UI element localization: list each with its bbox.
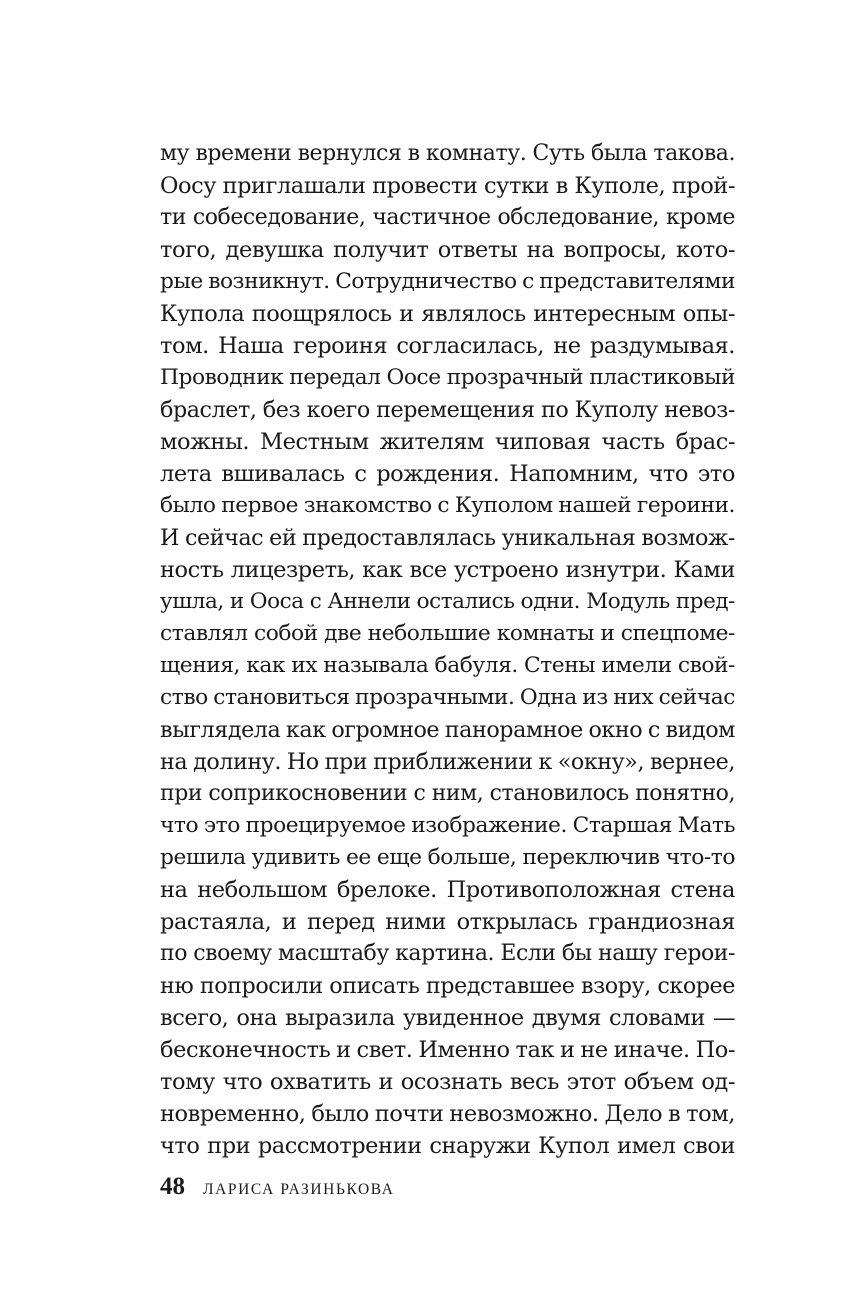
text-line: ти собеседование, частичное обследование, кроме (160, 205, 735, 230)
text-line: ушла, и Ооса с Аннели остались одни. Модуль пред- (160, 589, 735, 614)
text-line: на долину. Но при приближении к «окну», вернее, (160, 749, 735, 775)
text-line: того, девушка получит ответы на вопросы, кото- (160, 237, 735, 263)
text-line: рые возникнут. Сотрудничество с представителями (160, 269, 735, 294)
text-line: выглядела как огромное панорамное окно с видом (160, 717, 735, 743)
text-line: ство становиться прозрачными. Одна из них сейчас (160, 685, 735, 710)
text-line: браслет, без коего перемещения по Куполу невоз- (160, 397, 735, 423)
text-line: решила удивить ее еще больше, переключив что-то (160, 845, 735, 870)
text-line: ность лицезреть, как все устроено изнутри. Ками (160, 557, 735, 583)
body-text (160, 138, 735, 1162)
text-line: щения, как их называла бабуля. Стены имели свой- (160, 653, 735, 678)
text-line: новременно, было почти невозможно. Дело в том, (160, 1101, 735, 1127)
text-line: лета вшивалась с рождения. Напомним, что это (160, 461, 735, 487)
text-line: бесконечность и свет. Именно так и не иначе. По- (160, 1037, 735, 1063)
text-line: можны. Местным жителям чиповая часть брас- (160, 429, 735, 455)
text-line: Купола поощрялось и являлось интересным опы- (160, 301, 735, 327)
text-line: что при рассмотрении снаружи Купол имел свои (160, 1133, 735, 1159)
text-line: И сейчас ей предоставлялась уникальная возмож- (160, 525, 735, 551)
text-line: му времени вернулся в комнату. Суть была такова. (160, 141, 735, 166)
text-line: растаяла, и перед ними открылась грандиозная (160, 909, 735, 935)
text-line: по своему масштабу картина. Если бы нашу герои- (160, 941, 735, 966)
text-line: было первое знакомство с Куполом нашей героини. (160, 493, 735, 518)
text-line: ставлял собой две небольшие комнаты и спецпоме- (160, 621, 735, 646)
text-line: ню попросили описать представшее взору, скорее (160, 973, 735, 999)
text-line: при соприкосновении с ним, становилось понятно, (160, 781, 735, 806)
text-line: всего, она выразила увиденное двумя словами — (160, 1005, 735, 1031)
author-running-head: ЛАРИСА РАЗИНЬКОВА (203, 1181, 395, 1198)
text-line: том. Наша героиня согласилась, не раздумывая. (160, 333, 735, 359)
page-number: 48 (160, 1173, 185, 1200)
text-line: что это проецируемое изображение. Старшая Мать (160, 813, 735, 838)
text-line: Оосу приглашали провести сутки в Куполе, прой- (160, 173, 735, 199)
text-line: Проводник передал Оосе прозрачный пластиковый (160, 365, 735, 390)
text-line: на небольшом брелоке. Противоположная стена (160, 877, 735, 903)
page-footer (160, 1173, 395, 1205)
text-line: тому что охватить и осознать весь этот объем од- (160, 1069, 735, 1095)
